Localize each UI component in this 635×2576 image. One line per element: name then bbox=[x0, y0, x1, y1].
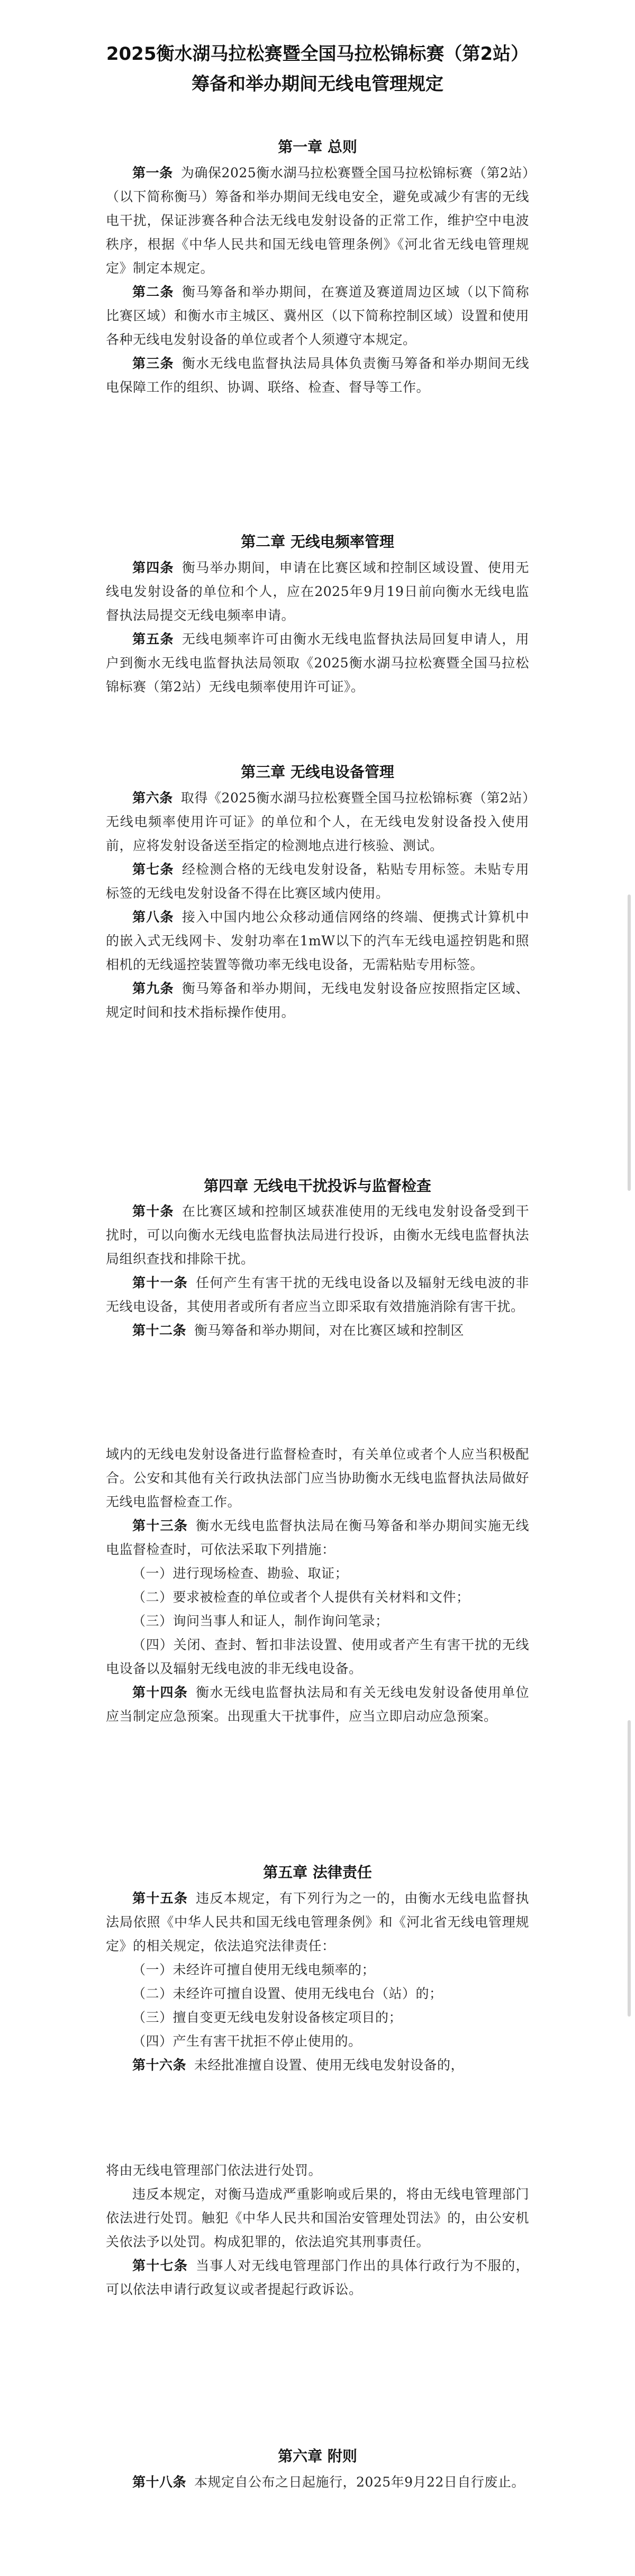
article-text: 衡马筹备和举办期间，对在比赛区域和控制区 bbox=[194, 1323, 465, 1338]
article-text: 衡水无线电监督执法局和有关无线电发射设备使用单位应当制定应急预案。出现重大干扰事件，应当立即启动应急预案。 bbox=[106, 1685, 529, 1724]
article-label: 第十条 bbox=[132, 1204, 174, 1219]
article-16-paragraph-2: 违反本规定，对衡马造成严重影响或后果的，将由无线电管理部门依法进行处罚。触犯《中华人民共和国治安管理处罚法》的，由公安机关依法予以处罚。构成犯罪的，依法追究其刑事责任。 bbox=[106, 2186, 529, 2249]
article-12 bbox=[106, 1318, 529, 1342]
article-text: 衡马举办期间，申请在比赛区域和控制区域设置、使用无线电发射设备的单位和个人，应在2025年9月19日前向衡水无线电监督执法局提交无线电频率申请。 bbox=[106, 560, 529, 623]
article-label: 第十六条 bbox=[132, 2057, 187, 2073]
article-label: 第十三条 bbox=[132, 1518, 188, 1533]
article-text: 未经批准擅自设置、使用无线电发射设备的， bbox=[194, 2057, 465, 2073]
article-label: 第十四条 bbox=[132, 1685, 188, 1700]
article-7 bbox=[106, 857, 529, 905]
article-text: 衡马筹备和举办期间，在赛道及赛道周边区域（以下简称比赛区域）和衡水市主城区、冀州区（以下简称控制区域）设置和使用各种无线电发射设备的单位或者个人须遵守本规定。 bbox=[106, 284, 529, 347]
article-11 bbox=[106, 1271, 529, 1318]
article-12-continued: 域内的无线电发射设备进行监督检查时，有关单位或者个人应当积极配合。公安和其他有关行政执法部门应当协助衡水无线电监督执法局做好无线电监督检查工作。 bbox=[106, 1447, 529, 1510]
article-10 bbox=[106, 1199, 529, 1271]
article-label: 第四条 bbox=[132, 560, 174, 575]
article-5 bbox=[106, 627, 529, 699]
article-6 bbox=[106, 786, 529, 857]
chapter-5-body-part2 bbox=[106, 2158, 529, 2301]
chapter-1-body bbox=[106, 161, 529, 399]
article-17 bbox=[106, 2254, 529, 2301]
article-13-item-2: （二）要求被检查的单位或者个人提供有关材料和文件； bbox=[132, 1589, 470, 1605]
article-8 bbox=[106, 905, 529, 977]
article-label: 第十一条 bbox=[132, 1275, 188, 1290]
article-15-item-2: （二）未经许可擅自设置、使用无线电台（站）的； bbox=[132, 1986, 443, 2001]
article-label: 第十八条 bbox=[132, 2474, 187, 2490]
article-2 bbox=[106, 280, 529, 351]
article-14 bbox=[106, 1680, 529, 1728]
article-16-continued: 将由无线电管理部门依法进行处罚。 bbox=[106, 2163, 322, 2178]
article-label: 第八条 bbox=[132, 909, 174, 925]
article-text: 衡水无线电监督执法局在衡马筹备和举办期间实施无线电监督检查时，可依法采取下列措施： bbox=[106, 1518, 529, 1557]
chapter-2-body bbox=[106, 556, 529, 699]
article-4 bbox=[106, 556, 529, 627]
document-title-line-2: 筹备和举办期间无线电管理规定 bbox=[192, 74, 443, 95]
article-3 bbox=[106, 351, 529, 399]
chapter-6-title: 第六章 附则 bbox=[278, 2447, 357, 2465]
article-text: 为确保2025衡水湖马拉松赛暨全国马拉松锦标赛（第2站）（以下简称衡马）筹备和举办期间无线电安全，避免或减少有害的无线电干扰，保证涉赛各种合法无线电发射设备的正常工作，维护空中电波秩序，根据《中华人民共和国无线电管理条例》《河北省无线电管理规定》制定本规定。 bbox=[106, 165, 529, 276]
article-label: 第一条 bbox=[132, 165, 173, 180]
chapter-4-body-part1 bbox=[106, 1199, 529, 1342]
scrollbar-thumb-lower[interactable] bbox=[628, 1720, 631, 2017]
article-label: 第二条 bbox=[132, 284, 174, 300]
article-9 bbox=[106, 977, 529, 1024]
article-text: 衡水无线电监督执法局具体负责衡马筹备和举办期间无线电保障工作的组织、协调、联络、检查、督导等工作。 bbox=[106, 356, 529, 395]
article-16 bbox=[106, 2053, 529, 2077]
article-text: 本规定自公布之日起施行，2025年9月22日自行废止。 bbox=[194, 2474, 525, 2490]
article-text: 接入中国内地公众移动通信网络的终端、便携式计算机中的嵌入式无线网卡、发射功率在1mW以下的汽车无线电遥控钥匙和照相机的无线遥控装置等微功率无线电设备，无需粘贴专用标签。 bbox=[106, 909, 529, 972]
chapter-4-body-part2 bbox=[106, 1442, 529, 1728]
chapter-3-title: 第三章 无线电设备管理 bbox=[241, 763, 394, 781]
article-label: 第十二条 bbox=[132, 1323, 187, 1338]
article-label: 第九条 bbox=[132, 981, 174, 996]
document-title-line-1: 2025衡水湖马拉松赛暨全国马拉松锦标赛（第2站） bbox=[106, 43, 529, 65]
article-label: 第六条 bbox=[132, 790, 173, 806]
chapter-6-body bbox=[106, 2470, 529, 2494]
article-13-item-4: （四）关闭、查封、暂扣非法设置、使用或者产生有害干扰的无线电设备以及辐射无线电波的非无线电设备。 bbox=[106, 1637, 529, 1676]
article-text: 经检测合格的无线电发射设备，粘贴专用标签。未贴专用标签的无线电发射设备不得在比赛区域内使用。 bbox=[106, 862, 529, 901]
article-label: 第三条 bbox=[132, 356, 174, 371]
chapter-2-title: 第二章 无线电频率管理 bbox=[241, 533, 394, 550]
chapter-5-body-part1 bbox=[106, 1886, 529, 2077]
chapter-4-title: 第四章 无线电干扰投诉与监督检查 bbox=[204, 1177, 431, 1195]
article-15-item-3: （三）擅自变更无线电发射设备核定项目的； bbox=[132, 2010, 403, 2025]
article-label: 第五条 bbox=[132, 631, 174, 647]
article-13-item-3: （三）询问当事人和证人，制作询问笔录； bbox=[132, 1613, 389, 1629]
article-text: 任何产生有害干扰的无线电设备以及辐射无线电波的非无线电设备，其使用者或所有者应当立即采取有效措施消除有害干扰。 bbox=[106, 1275, 529, 1314]
article-15-item-4: （四）产生有害干扰拒不停止使用的。 bbox=[132, 2033, 362, 2049]
article-text: 衡马筹备和举办期间，无线电发射设备应按照指定区域、规定时间和技术指标操作使用。 bbox=[106, 981, 529, 1020]
article-label: 第十五条 bbox=[132, 1891, 188, 1906]
article-label: 第十七条 bbox=[132, 2258, 188, 2273]
scrollbar-thumb[interactable] bbox=[628, 894, 631, 1191]
article-13 bbox=[106, 1514, 529, 1561]
chapter-1-title: 第一章 总则 bbox=[278, 138, 357, 156]
article-text: 取得《2025衡水湖马拉松赛暨全国马拉松锦标赛（第2站）无线电频率使用许可证》的单位和个人，在无线电发射设备投入使用前，应将发射设备送至指定的检测地点进行核验、测试。 bbox=[106, 790, 529, 853]
article-1 bbox=[106, 161, 529, 280]
chapter-5-title: 第五章 法律责任 bbox=[263, 1864, 372, 1881]
chapter-3-body bbox=[106, 786, 529, 1024]
article-text: 当事人对无线电管理部门作出的具体行政行为不服的，可以依法申请行政复议或者提起行政诉讼。 bbox=[106, 2258, 529, 2297]
article-text: 在比赛区域和控制区域获准使用的无线电发射设备受到干扰时，可以向衡水无线电监督执法局进行投诉，由衡水无线电监督执法局组织查找和排除干扰。 bbox=[106, 1204, 529, 1267]
article-text: 违反本规定，有下列行为之一的，由衡水无线电监督执法局依照《中华人民共和国无线电管理条例》和《河北省无线电管理规定》的相关规定，依法追究法律责任： bbox=[106, 1891, 529, 1954]
article-18 bbox=[106, 2470, 529, 2494]
article-text: 无线电频率许可由衡水无线电监督执法局回复申请人，用户到衡水无线电监督执法局领取《2025衡水湖马拉松赛暨全国马拉松锦标赛（第2站）无线电频率使用许可证》。 bbox=[106, 631, 529, 694]
article-15 bbox=[106, 1886, 529, 1958]
article-label: 第七条 bbox=[132, 862, 174, 877]
article-13-item-1: （一）进行现场检查、勘验、取证； bbox=[132, 1566, 349, 1581]
article-15-item-1: （一）未经许可擅自使用无线电频率的； bbox=[132, 1962, 376, 1977]
